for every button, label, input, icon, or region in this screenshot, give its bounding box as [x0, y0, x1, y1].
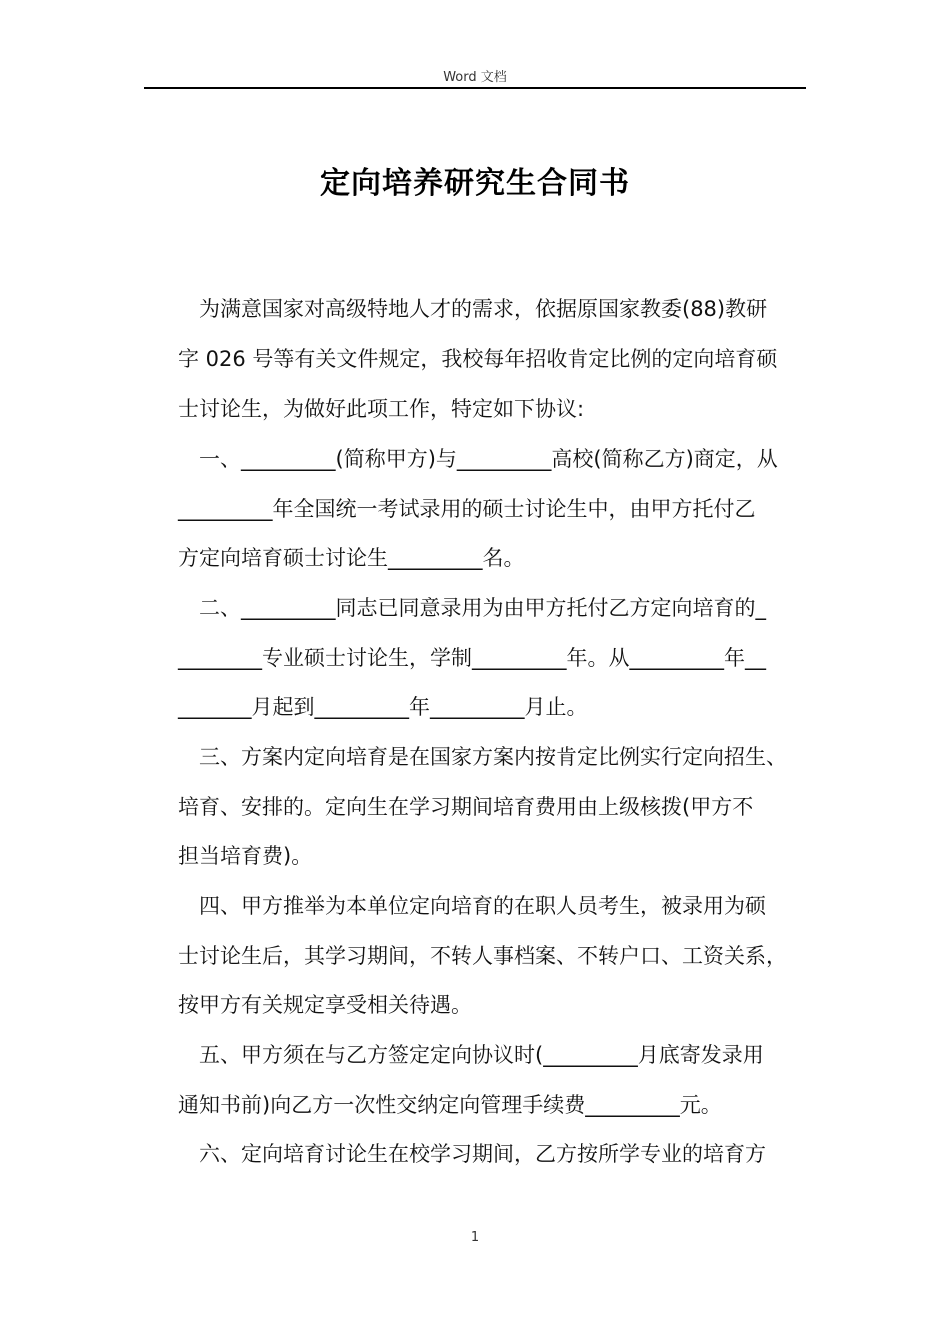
body-line: 培育、安排的。定向生在学习期间培育费用由上级核拨(甲方不	[178, 795, 754, 819]
body-line: 一、_________(简称甲方)与_________高校(简称乙方)商定，从	[178, 447, 778, 471]
body-line: 士讨论生后，其学习期间，不转人事档案、不转户口、工资关系，	[178, 944, 787, 968]
body-line: 担当培育费)。	[178, 844, 313, 868]
body-line: 士讨论生，为做好此项工作，特定如下协议:	[178, 397, 585, 421]
body-line: 三、方案内定向培育是在国家方案内按肯定比例实行定向招生、	[178, 745, 787, 769]
body-line: ________专业硕士讨论生，学制_________年。从_________年__	[178, 646, 766, 670]
header-divider	[144, 87, 806, 89]
body-line: 方定向培育硕士讨论生_________名。	[178, 546, 525, 570]
body-line: 通知书前)向乙方一次性交纳定向管理手续费_________元。	[178, 1093, 722, 1117]
body-line: 五、甲方须在与乙方签定定向协议时(_________月底寄发录用	[178, 1043, 764, 1067]
body-line: _______月起到_________年_________月止。	[178, 695, 588, 719]
page-header: Word 文档	[443, 70, 507, 85]
body-line: 为满意国家对高级特地人才的需求，依据原国家教委(88)教研	[178, 297, 768, 321]
body-line: 字 026 号等有关文件规定，我校每年招收肯定比例的定向培育硕	[178, 347, 778, 371]
body-line: 二、_________同志已同意录用为由甲方托付乙方定向培育的_	[178, 596, 766, 620]
document-title: 定向培养研究生合同书	[320, 166, 630, 201]
body-line: 按甲方有关规定享受相关待遇。	[178, 993, 472, 1017]
body-line: 六、定向培育讨论生在校学习期间，乙方按所学专业的培育方	[178, 1142, 766, 1166]
page-number: 1	[470, 1230, 480, 1245]
body-line: 四、甲方推举为本单位定向培育的在职人员考生，被录用为硕	[178, 894, 766, 918]
body-line: _________年全国统一考试录用的硕士讨论生中，由甲方托付乙	[178, 497, 756, 521]
